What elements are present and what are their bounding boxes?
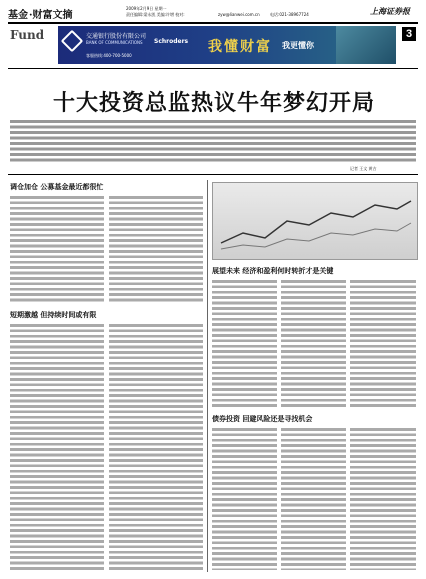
headline-rule-bottom	[8, 174, 418, 175]
left-col-a-text	[10, 196, 104, 304]
bank-hotline: 客服热线:400-700-5000	[86, 53, 132, 58]
section-2	[10, 310, 205, 320]
section-1-title: 调仓加仓 公募基金最近都很忙	[10, 183, 104, 191]
page-number-box: 3	[402, 27, 416, 41]
bank-name-cn: 交通银行股份有限公司	[86, 33, 147, 40]
left-col-c-text	[10, 324, 104, 570]
right-col-e-text	[281, 428, 346, 570]
chart-graphic-icon	[213, 183, 417, 259]
right-col-d-text	[212, 428, 277, 570]
fund-label: Fund	[10, 28, 45, 42]
left-col-d-text	[109, 324, 203, 570]
right-col-b-text	[281, 280, 346, 408]
lead-paragraph	[10, 120, 416, 164]
bank-name-en: BANK OF COMMUNICATIONS	[86, 40, 143, 45]
slogan-main: 我懂财富	[208, 39, 272, 55]
right-col-f-text	[350, 428, 416, 570]
headline-rule-top	[8, 68, 418, 69]
section-title-prefix: 基金	[8, 10, 28, 21]
left-col-b-text	[109, 196, 203, 304]
section-header	[8, 4, 418, 22]
lead-text	[10, 120, 416, 164]
chart-photo	[212, 182, 418, 260]
headline-title: 十大投资总监热议牛年梦幻开局	[52, 91, 375, 116]
banner-photo	[336, 26, 396, 64]
column-divider	[207, 180, 208, 572]
section-3	[212, 266, 416, 276]
slogan-box	[206, 30, 328, 60]
editor-line: 责任编辑:梁永凯 美编:许增 校对:	[126, 12, 185, 17]
section-3-title: 展望未来 经济和盈利何时转折才是关键	[212, 267, 334, 275]
right-col-c-text	[350, 280, 416, 408]
slogan-sub: 我更懂你	[282, 41, 314, 50]
date-line: 2009年2月9日 星期一	[126, 6, 167, 11]
paper-name: 上海证券报	[370, 6, 410, 16]
section-1	[10, 182, 205, 192]
section-4	[212, 414, 416, 424]
phone-line: 电话:021-38967724	[270, 12, 309, 17]
right-col-a-text	[212, 280, 277, 408]
header-rule	[8, 22, 418, 24]
bank-brand: Schroders	[154, 38, 189, 45]
headline-author: 记者 王文 黄吉	[350, 166, 377, 171]
section-4-title: 债券投资 回避风险还是寻找机会	[212, 415, 313, 423]
bank-logo-icon	[61, 30, 84, 53]
section-title-suffix: ·财富文摘	[29, 10, 73, 21]
bank-banner	[58, 26, 396, 64]
email-line: zyw@lianwei.com.cn	[218, 12, 260, 17]
section-2-title: 短期激越 但持续时间或有限	[10, 311, 97, 319]
